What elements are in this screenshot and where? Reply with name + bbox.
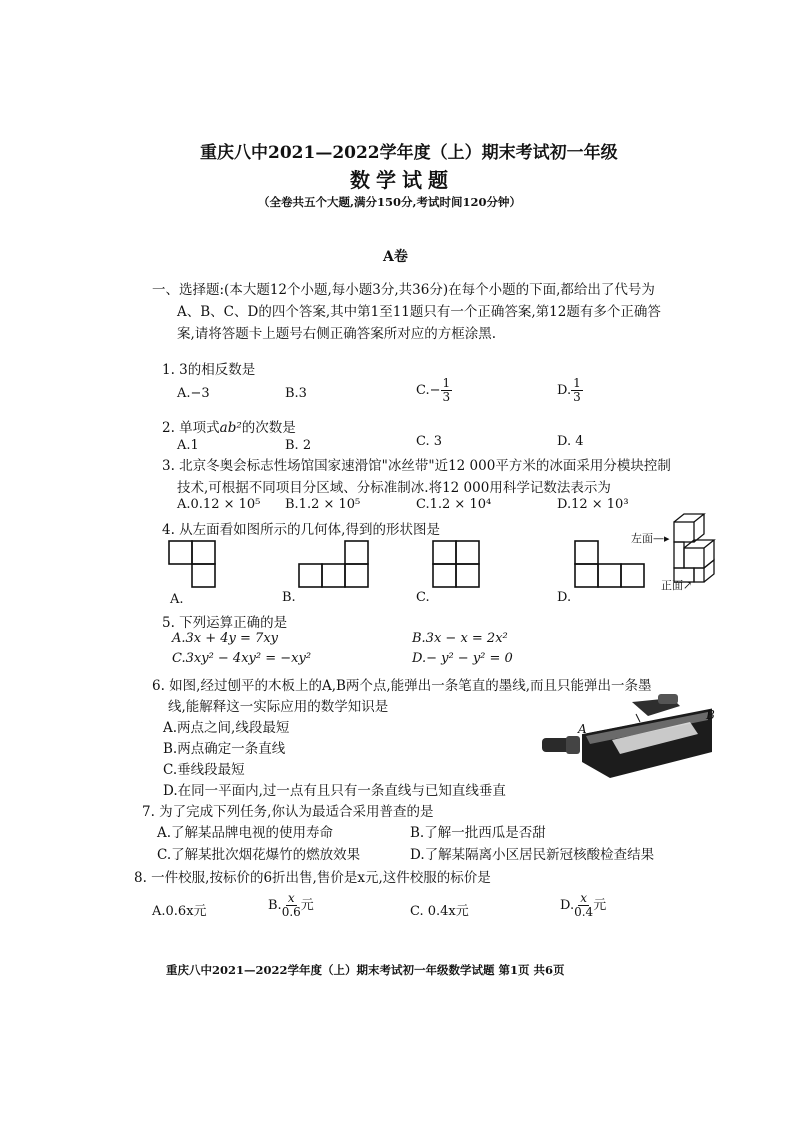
q4-option-a: A. <box>170 592 184 607</box>
q5-option-d: D.− y² − y² = 0 <box>412 651 513 666</box>
q8-option-d: D. $\frac{x}{0.4}$ 元 <box>560 891 607 919</box>
q8-option-a: A.0.6x元 <box>152 904 207 919</box>
q1-option-c: C.− $\frac{1}{3}$ <box>416 376 451 404</box>
q8-option-b: B. $\frac{x}{0.6}$ 元 <box>268 891 314 919</box>
q4-option-b: B. <box>282 590 296 605</box>
arrow-right-icon: —▸ <box>653 532 670 545</box>
q4-left-view-label: 左面—▸ <box>631 532 670 545</box>
q3-line2: 技术,可根据不同项目分区域、分标准制冰.将12 000用科学记数法表示为 <box>177 480 611 496</box>
q5-option-a: A.3x + 4y = 7xy <box>172 631 278 646</box>
part1-line1: 一、选择题:(本大题12个小题,每小题3分,共36分)在每个小题的下面,都给出了代号为 <box>152 282 655 298</box>
q8-stem: 8. 一件校服,按标价的6折出售,售价是x元,这件校服的标价是 <box>134 870 491 886</box>
section-a-title: A卷 <box>383 249 408 265</box>
q3-option-d: D.12 × 10³ <box>557 497 629 512</box>
q8-option-c: C. 0.4x元 <box>410 904 469 919</box>
q3-line1: 3. 北京冬奥会标志性场馆国家速滑馆"冰丝带"近12 000平方米的冰面采用分模块控制 <box>162 458 671 474</box>
q7-option-d: D.了解某隔离小区居民新冠核酸检查结果 <box>410 847 655 863</box>
q3-option-b: B.1.2 × 10⁵ <box>285 497 361 512</box>
q6-point-b-label: B <box>706 708 715 722</box>
q4-solid-figure <box>662 508 716 586</box>
q1-option-a: A.−3 <box>177 386 210 401</box>
q7-option-a: A.了解某品牌电视的使用寿命 <box>157 825 334 841</box>
q4-figure-b <box>298 540 370 590</box>
q6-option-b: B.两点确定一条直线 <box>163 741 286 757</box>
q4-figure-c <box>432 540 482 590</box>
exam-note: （全卷共五个大题,满分150分,考试时间120分钟） <box>258 195 522 209</box>
q2-option-d: D. 4 <box>557 434 584 449</box>
q4-stem: 4. 从左面看如图所示的几何体,得到的形状图是 <box>162 522 440 538</box>
part1-line2: A、B、C、D的四个答案,其中第1至11题只有一个正确答案,第12题有多个正确答 <box>177 304 661 320</box>
q6-woodboard-photo <box>540 690 716 786</box>
q1-option-b: B.3 <box>285 386 307 401</box>
q2-stem: 2. 单项式ab²的次数是 <box>162 420 296 436</box>
q2-option-c: C. 3 <box>416 434 443 449</box>
q2-option-b: B. 2 <box>285 438 312 453</box>
q6-line1: 6. 如图,经过刨平的木板上的A,B两个点,能弹出一条笔直的墨线,而且只能弹出一条墨 <box>152 678 652 694</box>
q1-option-d: D. $\frac{1}{3}$ <box>557 376 581 404</box>
q7-option-c: C.了解某批次烟花爆竹的燃放效果 <box>157 847 361 863</box>
q3-option-a: A.0.12 × 10⁵ <box>177 497 261 512</box>
q6-point-a-label: A <box>578 722 587 736</box>
exam-title: 重庆八中2021—2022学年度（上）期末考试初一年级 <box>200 143 618 163</box>
q6-option-d: D.在同一平面内,过一点有且只有一条直线与已知直线垂直 <box>163 783 506 799</box>
page-footer: 重庆八中2021—2022学年度（上）期末考试初一年级数学试题 第1页 共6页 <box>166 963 565 977</box>
q3-option-c: C.1.2 × 10⁴ <box>416 497 492 512</box>
q6-option-a: A.两点之间,线段最短 <box>163 720 290 736</box>
q1-stem: 1. 3的相反数是 <box>162 362 256 378</box>
q4-front-view-label: 正面↗ <box>661 579 693 592</box>
exam-subtitle: 数学试题 <box>350 168 454 192</box>
q6-line2: 线,能解释这一实际应用的数学知识是 <box>168 699 389 715</box>
q7-stem: 7. 为了完成下列任务,你认为最适合采用普查的是 <box>142 804 434 820</box>
q5-stem: 5. 下列运算正确的是 <box>162 615 288 631</box>
q5-option-c: C.3xy² − 4xy² = −xy² <box>172 651 312 666</box>
q4-figure-d <box>574 540 646 590</box>
q4-option-c: C. <box>416 590 430 605</box>
part1-line3: 案,请将答题卡上题号右侧正确答案所对应的方框涂黑. <box>177 326 497 342</box>
q4-option-d: D. <box>557 590 572 605</box>
q5-option-b: B.3x − x = 2x² <box>412 631 508 646</box>
q2-option-a: A.1 <box>177 438 199 453</box>
q4-figure-a <box>168 540 218 590</box>
q7-option-b: B.了解一批西瓜是否甜 <box>410 825 546 841</box>
q6-option-c: C.垂线段最短 <box>163 762 245 778</box>
arrow-up-right-icon: ↗ <box>683 579 693 592</box>
